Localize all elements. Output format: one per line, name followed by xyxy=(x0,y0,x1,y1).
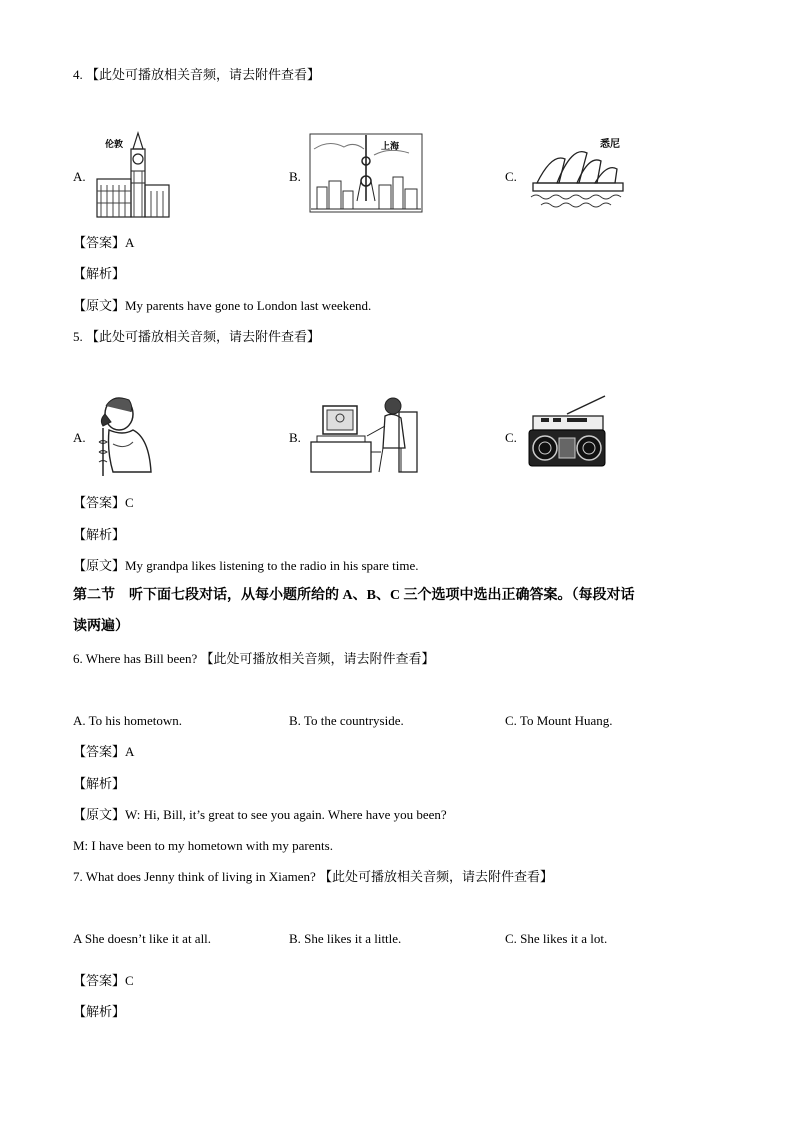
q6-stem: 6. Where has Bill been? 【此处可播放相关音频，请去附件查看】 xyxy=(73,651,435,666)
q7-stem: 7. What does Jenny think of living in Xiamen? 【此处可播放相关音频，请去附件查看】 xyxy=(73,869,553,884)
q7-option-b: B. She likes it a little. xyxy=(289,931,402,946)
q4-option-a-caption: 伦敦 xyxy=(105,140,124,150)
q5-transcript: 【原文】My grandpa likes listening to the radio in his spare time. xyxy=(73,558,419,573)
q5-option-b-letter: B. xyxy=(289,430,301,445)
q4-option-a-letter: A. xyxy=(73,169,86,184)
q4-option-b-caption: 上海 xyxy=(381,142,400,152)
q4-option-c-letter: C. xyxy=(505,169,517,184)
radio-cassette-icon xyxy=(527,392,607,472)
q6-transcript-line1: 【原文】W: Hi, Bill, it’s great to see you again. Where have you been? xyxy=(73,807,447,822)
q4-option-c-caption: 悉尼 xyxy=(600,139,620,150)
q4-answer: 【答案】A xyxy=(73,235,135,250)
q7-answer: 【答案】C xyxy=(73,973,134,988)
q6-option-b: B. To the countryside. xyxy=(289,713,404,728)
q5-analysis: 【解析】 xyxy=(73,527,126,542)
q4-stem: 4. 【此处可播放相关音频，请去附件查看】 xyxy=(73,67,321,82)
q4-analysis: 【解析】 xyxy=(73,266,126,281)
section2-heading-line1: 第二节 听下面七段对话，从每小题所给的 A、B、C 三个选项中选出正确答案。（每段对话 xyxy=(73,588,635,603)
person-at-computer-icon xyxy=(309,392,421,476)
q7-option-a: A She doesn’t like it at all. xyxy=(73,931,212,946)
q5-answer: 【答案】C xyxy=(73,495,134,510)
q7-option-c: C. She likes it a lot. xyxy=(505,931,608,946)
q6-answer: 【答案】A xyxy=(73,744,135,759)
q4-option-b-letter: B. xyxy=(289,169,301,184)
q6-option-a: A. To his hometown. xyxy=(73,713,182,728)
q6-transcript-line2: M: I have been to my hometown with my parents. xyxy=(73,838,333,853)
man-on-telephone-icon xyxy=(93,392,155,478)
sydney-opera-house-icon xyxy=(527,131,632,215)
q6-option-c: C. To Mount Huang. xyxy=(505,713,613,728)
q5-stem: 5. 【此处可播放相关音频，请去附件查看】 xyxy=(73,329,321,344)
q4-transcript: 【原文】My parents have gone to London last weekend. xyxy=(73,298,372,313)
big-ben-london-icon xyxy=(93,131,173,221)
section2-heading-line2: 读两遍） xyxy=(73,619,129,634)
q5-options xyxy=(0,392,794,482)
shanghai-skyline-icon xyxy=(309,131,424,215)
q6-analysis: 【解析】 xyxy=(73,776,126,791)
q4-options xyxy=(0,131,794,221)
q5-option-a-letter: A. xyxy=(73,430,86,445)
q7-analysis: 【解析】 xyxy=(73,1004,126,1019)
q5-option-c-letter: C. xyxy=(505,430,517,445)
